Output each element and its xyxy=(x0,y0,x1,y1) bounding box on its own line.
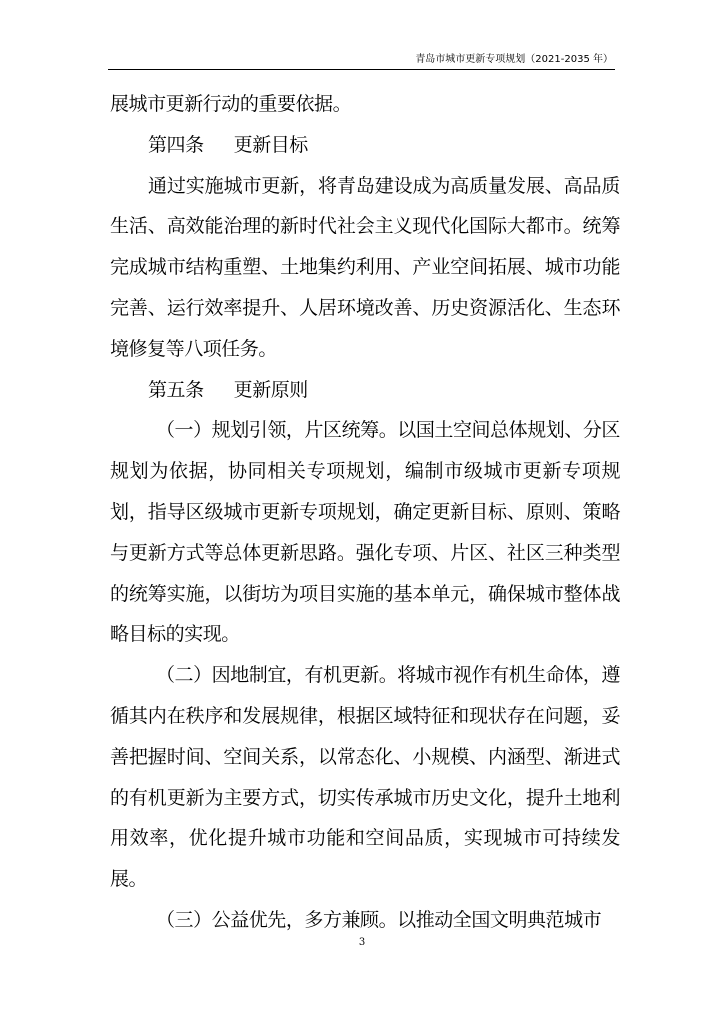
page-number: 3 xyxy=(358,937,366,948)
paragraph-continuation: 展城市更新行动的重要依据。 xyxy=(110,93,352,115)
running-header: 青岛市城市更新专项规划（2021-2035 年） xyxy=(415,54,613,65)
article-title: 更新目标 xyxy=(233,133,308,156)
article-number: 第四条 xyxy=(148,133,204,156)
article-heading-4 xyxy=(110,125,620,166)
document-body xyxy=(110,84,620,941)
paragraph-principle-1: （一）规划引领，片区统筹。以国土空间总体规划、分区规划为依据，协同相关专项规划，编制市级城市更新专项规划，指导区级城市更新专项规划，确定更新目标、原则、策略与更新方式等总体更新思路。强化专项、片区、社区三种类型的统筹实施，以街坊为项目实施的基本单元，确保城市整体战略目标的实现。 xyxy=(110,419,620,646)
article-heading-5 xyxy=(110,370,620,411)
header-rule xyxy=(108,69,615,70)
paragraph-principle-2: （二）因地制宜，有机更新。将城市视作有机生命体，遵循其内在秩序和发展规律，根据区域特征和现状存在问题，妥善把握时间、空间关系，以常态化、小规模、内涵型、渐进式的有机更新为主要方式，切实传承城市历史文化，提升土地利用效率，优化提升城市功能和空间品质，实现城市可持续发展。 xyxy=(110,664,620,891)
paragraph-update-goals: 通过实施城市更新，将青岛建设成为高质量发展、高品质生活、高效能治理的新时代社会主义现代化国际大都市。统筹完成城市结构重塑、土地集约利用、产业空间拓展、城市功能完善、运行效率提升、人居环境改善、历史资源活化、生态环境修复等八项任务。 xyxy=(110,174,620,360)
article-title: 更新原则 xyxy=(233,378,308,401)
article-number: 第五条 xyxy=(148,378,204,401)
paragraph-principle-3: （三）公益优先，多方兼顾。以推动全国文明典范城市 xyxy=(156,908,602,931)
